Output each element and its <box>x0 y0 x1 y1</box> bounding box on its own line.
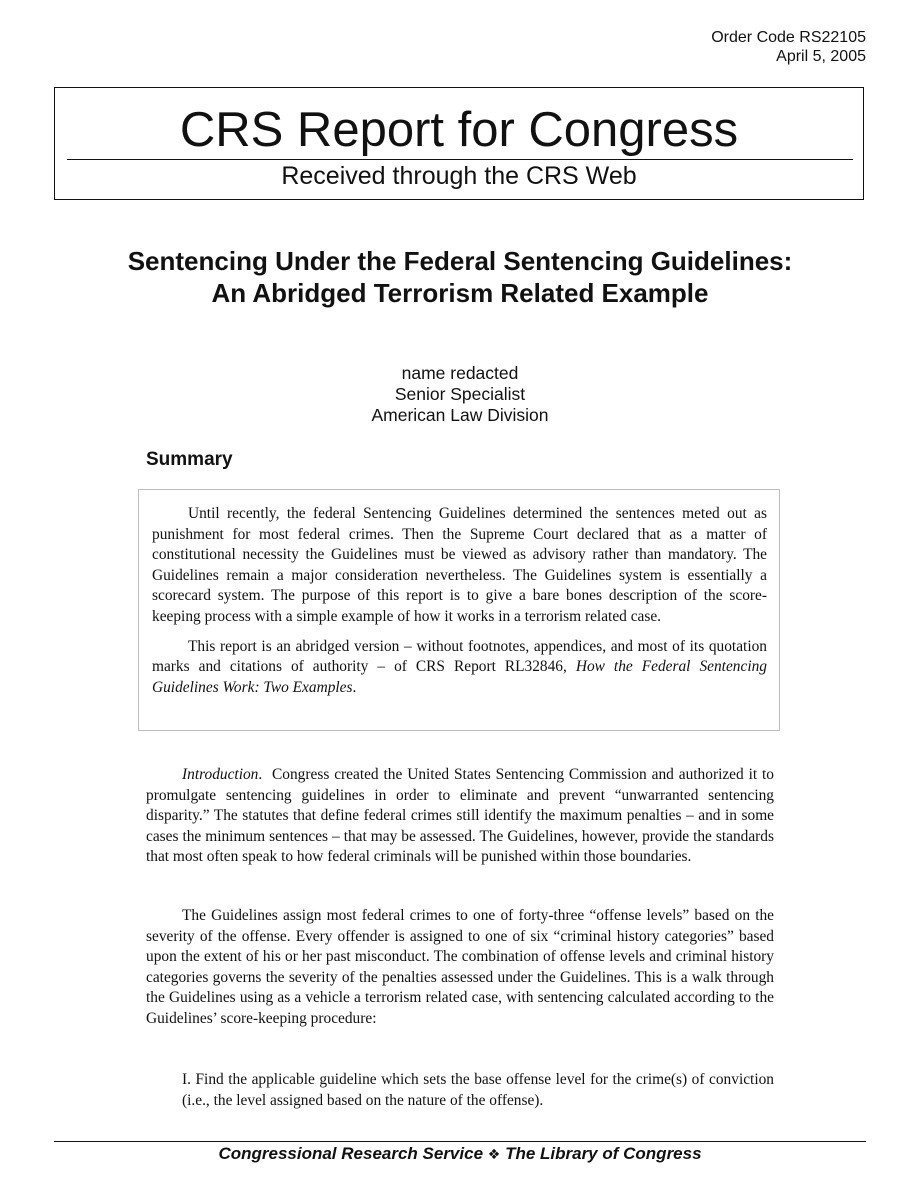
footer-crs: Congressional Research Service <box>218 1144 484 1163</box>
summary-p2-end: . <box>352 678 357 696</box>
footer-divider <box>54 1141 866 1142</box>
banner-title: CRS Report for Congress <box>179 103 739 157</box>
report-date: April 5, 2005 <box>776 48 866 65</box>
summary-box <box>138 489 780 731</box>
footer <box>0 1144 920 1164</box>
introduction-paragraph: Introduction. Congress created the United States Sentencing Commission and authorized it to promulgate sentencing guidelines in order to eliminate and prevent “unwarranted sentencing disparity.” The statutes that define federal crimes still identify the maximum penalties – and in some cases the minimum sentences – that may be assessed. The Guidelines, however, provide the standards that most often speak to how federal criminals will be punished within those boundaries. <box>146 766 775 866</box>
author-division: American Law Division <box>371 405 549 425</box>
author-block <box>260 363 660 426</box>
report-title: Sentencing Under the Federal Sentencing Guidelines: An Abridged Terrorism Related Example <box>127 246 793 308</box>
guidelines-text: The Guidelines assign most federal crimes to one of forty-three “offense levels” based on the severity of the offense. Every offender is assigned to one of six “criminal history categories” based upon the extent of his or her past misconduct. The combination of offense levels and criminal history categories governs the severity of the penalties assessed under the Guidelines. This is a walk through the Guidelines using as a vehicle a terrorism related case, with sentencing calculated according to the Guidelines’ score-keeping procedure: <box>146 907 774 1027</box>
introduction-text: Congress created the United States Sentencing Commission and authorized it to promulgate sentencing guidelines in order to eliminate and prevent “unwarranted sentencing disparity.” The statutes that define federal crimes still identify the maximum penalties – and in some cases the minimum sentences – that may be assessed. The Guidelines, however, provide the standards that most often speak to how federal criminals will be punished within those boundaries. <box>146 766 775 866</box>
order-code: Order Code RS22105 <box>711 29 866 46</box>
summary-paragraph-1: Until recently, the federal Sentencing Guidelines determined the sentences meted out as punishment for most federal crimes. Then the Supreme Court declared that as a matter of constitutional necessity the Guidelines must be viewed as advisory rather than mandatory. The Guidelines remain a major consideration nevertheless. The Guidelines system is essentially a scorecard system. The purpose of this report is to give a bare bones description of the score-keeping process with a simple example of how it works in a terrorism related case. <box>152 505 767 625</box>
banner-subtitle: Received through the CRS Web <box>281 162 637 190</box>
introduction-label: Introduction <box>182 766 259 783</box>
crs-banner <box>54 87 864 200</box>
author-title: Senior Specialist <box>394 384 526 404</box>
order-info <box>711 28 866 66</box>
summary-heading: Summary <box>146 449 233 470</box>
diamond-icon: ❖ <box>487 1146 501 1162</box>
banner-divider <box>67 159 853 160</box>
step-one: I. Find the applicable guideline which sets the base offense level for the crime(s) of conviction (i.e., the level assigned based on the nature of the offense). <box>182 1071 774 1109</box>
footer-loc: The Library of Congress <box>505 1144 702 1163</box>
summary-p2-cited-title: How the Federal Sentencing Guidelines Work: Two Examples <box>152 658 767 696</box>
summary-p2-text: This report is an abridged version – without footnotes, appendices, and most of its quotation marks and citations of authority – of CRS Report RL32846, <box>152 637 767 676</box>
guidelines-paragraph <box>146 906 774 1030</box>
author-name: name redacted <box>401 363 519 383</box>
summary-paragraph-2 <box>152 637 767 699</box>
